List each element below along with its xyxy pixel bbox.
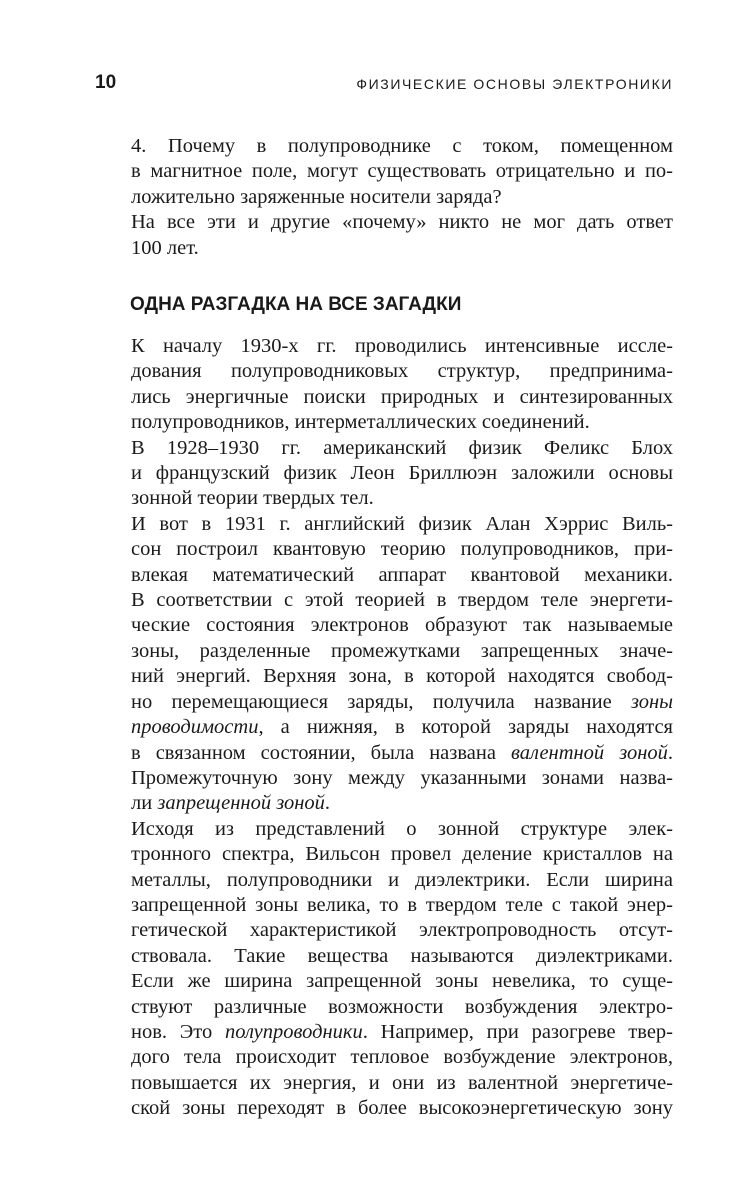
text-line: дого тела происходит тепловое возбуждение электронов,: [131, 1046, 673, 1069]
intro-text: [95, 134, 673, 261]
text-line: полупроводников, интерметаллических соединений.: [131, 411, 590, 434]
text-run: . Например, при разогреве твер-: [362, 1020, 674, 1043]
text-run: нов. Это: [131, 1020, 225, 1043]
text-run: в связанном состоянии, была названа: [131, 741, 511, 764]
text-run: , а нижняя, в которой заряды находятся: [258, 716, 673, 739]
text-line: металлы, полупроводники и диэлектрики. Если ширина: [131, 868, 673, 891]
text-line: Если же ширина запрещенной зоны невелика, то суще-: [131, 970, 673, 993]
italic-term: зоны: [630, 690, 673, 713]
paragraph: [95, 436, 673, 512]
paragraph: [95, 134, 673, 210]
text-line: [95, 741, 673, 766]
text-line: ствуют различные возможности возбуждения электро-: [131, 995, 673, 1018]
section-text: [95, 334, 673, 1122]
text-line: зонной теории твердых тел.: [131, 487, 374, 510]
text-line: и французский физик Леон Бриллюэн заложили основы: [131, 462, 673, 485]
text-line: [95, 1020, 673, 1045]
text-line: гетической характеристикой электропроводность отсут-: [131, 919, 673, 942]
text-line: ний энергий. Верхняя зона, в которой находятся свобод-: [131, 665, 673, 688]
running-head: [95, 70, 673, 100]
paragraph: [95, 334, 673, 436]
paragraph: [95, 817, 673, 1122]
text-line: зоны, разделенные промежутками запрещенных значе-: [131, 639, 673, 662]
paragraph: [95, 210, 673, 261]
text-line: К началу 1930-х гг. проводились интенсивные иссле-: [131, 335, 673, 357]
text-line: ствовала. Такие вещества называются диэлектриками.: [131, 944, 673, 967]
text-line: [95, 791, 673, 816]
italic-term: проводимости: [131, 716, 259, 739]
section-heading: ОДНА РАЗГАДКА НА ВСЕ ЗАГАДКИ: [130, 294, 462, 315]
text-line: в магнитное поле, могут существовать отрицательно и по-: [131, 160, 673, 183]
text-line: запрещенной зоны велика, то в твердом теле с такой энер-: [131, 893, 673, 916]
text-line: [95, 690, 673, 715]
text-line: На все эти и другие «почему» никто не мог дать ответ: [131, 211, 673, 234]
text-line: Исходя из представлений о зонной структуре элек-: [131, 817, 673, 840]
text-run: но перемещающиеся заряды, получила название: [131, 690, 631, 713]
text-line: В 1928–1930 гг. американский физик Феликс Блох: [131, 436, 673, 459]
text-line: ской зоны переходят в более высокоэнергетическую зону: [131, 1097, 673, 1120]
italic-term: полупроводники: [225, 1020, 363, 1043]
italic-term: запрещенной зоной: [157, 792, 325, 815]
text-line: сон построил квантовую теорию полупроводников, при-: [131, 538, 673, 561]
text-line: дования полупроводниковых структур, предпринима-: [131, 360, 673, 383]
text-line: тронного спектра, Вильсон провел деление кристаллов на: [131, 843, 673, 866]
text-line: В соответствии с этой теорией в твердом теле энергети-: [131, 589, 673, 612]
text-line: ческие состояния электронов образуют так называемые: [131, 614, 673, 637]
text-line: ложительно заряженные носители заряда?: [131, 185, 502, 208]
text-run: ли: [131, 792, 158, 815]
text-line: 4. Почему в полупроводнике с током, помещенном: [131, 135, 673, 157]
text-line: повышается их энергия, и они из валентной энергетиче-: [131, 1071, 673, 1094]
text-line: [95, 715, 673, 740]
text-line: Промежуточную зону между указанными зонами назва-: [131, 766, 673, 789]
text-run: .: [667, 741, 673, 764]
text-line: И вот в 1931 г. английский физик Алан Хэррис Виль-: [131, 512, 673, 535]
text-line: лись энергичные поиски природных и синтезированных: [131, 385, 673, 408]
chapter-title: ФИЗИЧЕСКИЕ ОСНОВЫ ЭЛЕКТРОНИКИ: [356, 76, 673, 92]
paragraph: [95, 512, 673, 817]
page-number: 10: [95, 72, 117, 93]
text-line: влекая математический аппарат квантовой механики.: [131, 563, 673, 586]
italic-term: валентной зоной: [510, 741, 668, 764]
text-run: .: [324, 792, 330, 815]
text-line: 100 лет.: [131, 236, 199, 259]
